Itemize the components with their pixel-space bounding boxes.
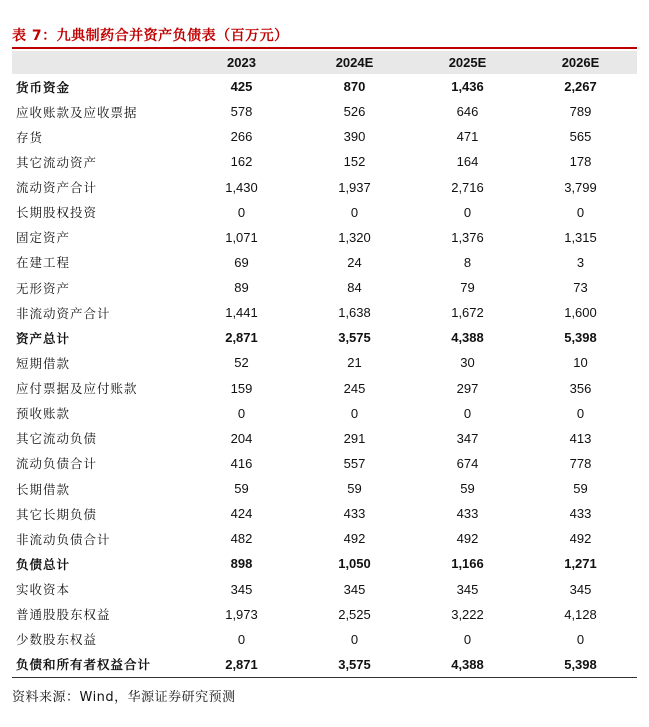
cell-value: 0 [576,405,585,421]
row-label: 应收账款及应收票据 [16,104,138,120]
cell-value: 471 [456,129,479,145]
table-row [12,124,637,149]
cell-value: 1,376 [451,229,484,245]
row-label: 预收账款 [16,406,71,422]
column-header: 2026E [561,55,600,70]
cell-value: 1,638 [338,305,371,321]
cell-value: 356 [569,380,592,396]
column-header: 2023 [227,55,256,70]
cell-value: 1,315 [564,229,597,245]
cell-value: 778 [569,455,592,471]
cell-value: 1,050 [338,556,371,572]
row-label: 资产总计 [16,330,71,346]
cell-value: 390 [343,129,366,145]
row-label: 普通股股东权益 [16,607,111,623]
column-header: 2025E [448,55,487,70]
table-row [12,175,637,200]
table-row [12,577,637,602]
cell-value: 30 [460,355,475,371]
cell-value: 433 [343,506,366,522]
cell-value: 1,600 [564,305,597,321]
cell-value: 3,222 [451,606,484,622]
cell-value: 52 [234,355,249,371]
cell-value: 59 [234,481,249,497]
table-row [12,325,637,350]
cell-value: 492 [569,531,592,547]
table-row [12,149,637,174]
row-label: 应付票据及应付账款 [16,381,138,397]
row-label: 长期股权投资 [16,205,98,221]
cell-value: 0 [576,204,585,220]
table-row [12,250,637,275]
table-row [12,401,637,426]
cell-value: 2,267 [564,79,597,95]
cell-value: 21 [347,355,362,371]
cell-value: 1,973 [225,606,258,622]
cell-value: 59 [347,481,362,497]
balance-sheet-table [12,51,637,677]
cell-value: 0 [463,631,472,647]
column-header [12,51,185,74]
cell-value: 646 [456,104,479,120]
row-label: 非流动资产合计 [16,305,111,321]
row-label: 短期借款 [16,355,71,371]
row-label: 无形资产 [16,280,71,296]
cell-value: 4,128 [564,606,597,622]
cell-value: 5,398 [564,656,597,672]
cell-value: 416 [230,455,253,471]
cell-value: 3,799 [564,179,597,195]
table-row [12,451,637,476]
cell-value: 0 [350,405,359,421]
cell-value: 5,398 [564,330,597,346]
cell-value: 492 [456,531,479,547]
cell-value: 297 [456,380,479,396]
cell-value: 4,388 [451,330,484,346]
cell-value: 1,271 [564,556,597,572]
cell-value: 291 [343,430,366,446]
table-row [12,476,637,501]
cell-value: 345 [569,581,592,597]
table-row [12,225,637,250]
cell-value: 345 [343,581,366,597]
table-row [12,526,637,551]
cell-value: 79 [460,280,475,296]
cell-value: 413 [569,430,592,446]
cell-value: 0 [350,204,359,220]
cell-value: 1,441 [225,305,258,321]
cell-value: 1,166 [451,556,484,572]
table-title: 表 7：九典制药合并资产负债表（百万元） [12,28,289,44]
cell-value: 0 [576,631,585,647]
row-label: 少数股东权益 [16,632,98,648]
cell-value: 0 [463,204,472,220]
cell-value: 3 [576,254,585,270]
cell-value: 159 [230,380,253,396]
cell-value: 557 [343,455,366,471]
row-label: 实收资本 [16,582,71,598]
cell-value: 0 [237,405,246,421]
cell-value: 526 [343,104,366,120]
cell-value: 0 [237,204,246,220]
cell-value: 4,388 [451,656,484,672]
cell-value: 1,320 [338,229,371,245]
cell-value: 84 [347,280,362,296]
column-header: 2024E [335,55,374,70]
cell-value: 870 [343,79,366,95]
cell-value: 565 [569,129,592,145]
cell-value: 347 [456,430,479,446]
cell-value: 1,430 [225,179,258,195]
row-label: 负债总计 [16,556,71,572]
table-row [12,99,637,124]
row-label: 货币资金 [16,79,71,95]
cell-value: 162 [230,154,253,170]
cell-value: 433 [569,506,592,522]
row-label: 其它流动负债 [16,431,98,447]
cell-value: 2,871 [225,330,258,346]
table-row [12,275,637,300]
cell-value: 578 [230,104,253,120]
row-label: 非流动负债合计 [16,531,111,547]
cell-value: 674 [456,455,479,471]
cell-value: 2,525 [338,606,371,622]
row-label: 流动负债合计 [16,456,98,472]
table-row [12,652,637,677]
table-row [12,300,637,325]
cell-value: 789 [569,104,592,120]
bottom-rule [12,677,637,678]
cell-value: 2,871 [225,656,258,672]
cell-value: 59 [460,481,475,497]
cell-value: 1,672 [451,305,484,321]
table-row [12,602,637,627]
cell-value: 164 [456,154,479,170]
cell-value: 245 [343,380,366,396]
cell-value: 2,716 [451,179,484,195]
cell-value: 482 [230,531,253,547]
cell-value: 424 [230,506,253,522]
cell-value: 59 [573,481,588,497]
cell-value: 898 [230,556,253,572]
cell-value: 89 [234,280,249,296]
table-row [12,376,637,401]
cell-value: 178 [569,154,592,170]
table-row [12,501,637,526]
row-label: 固定资产 [16,230,71,246]
cell-value: 266 [230,129,253,145]
cell-value: 0 [463,405,472,421]
cell-value: 1,071 [225,229,258,245]
row-label: 负债和所有者权益合计 [16,657,152,673]
cell-value: 73 [573,280,588,296]
cell-value: 492 [343,531,366,547]
cell-value: 69 [234,254,249,270]
cell-value: 1,436 [451,79,484,95]
cell-value: 204 [230,430,253,446]
table-row [12,426,637,451]
table-body [12,74,637,677]
header-row [12,51,637,74]
cell-value: 425 [230,79,253,95]
cell-value: 0 [237,631,246,647]
cell-value: 10 [573,355,588,371]
row-label: 存货 [16,129,44,145]
cell-value: 24 [347,254,362,270]
table-row [12,551,637,576]
top-rule [12,47,637,49]
row-label: 在建工程 [16,255,71,271]
cell-value: 345 [230,581,253,597]
source-note: 资料来源：Wind，华源证券研究预测 [12,690,236,705]
table-row [12,74,637,99]
row-label: 其它长期负债 [16,506,98,522]
table-row [12,200,637,225]
table-row [12,350,637,375]
cell-value: 3,575 [338,656,371,672]
row-label: 长期借款 [16,481,71,497]
table-row [12,627,637,652]
cell-value: 345 [456,581,479,597]
row-label: 流动资产合计 [16,180,98,196]
cell-value: 152 [343,154,366,170]
cell-value: 1,937 [338,179,371,195]
cell-value: 8 [463,254,472,270]
cell-value: 433 [456,506,479,522]
row-label: 其它流动资产 [16,154,98,170]
cell-value: 0 [350,631,359,647]
cell-value: 3,575 [338,330,371,346]
